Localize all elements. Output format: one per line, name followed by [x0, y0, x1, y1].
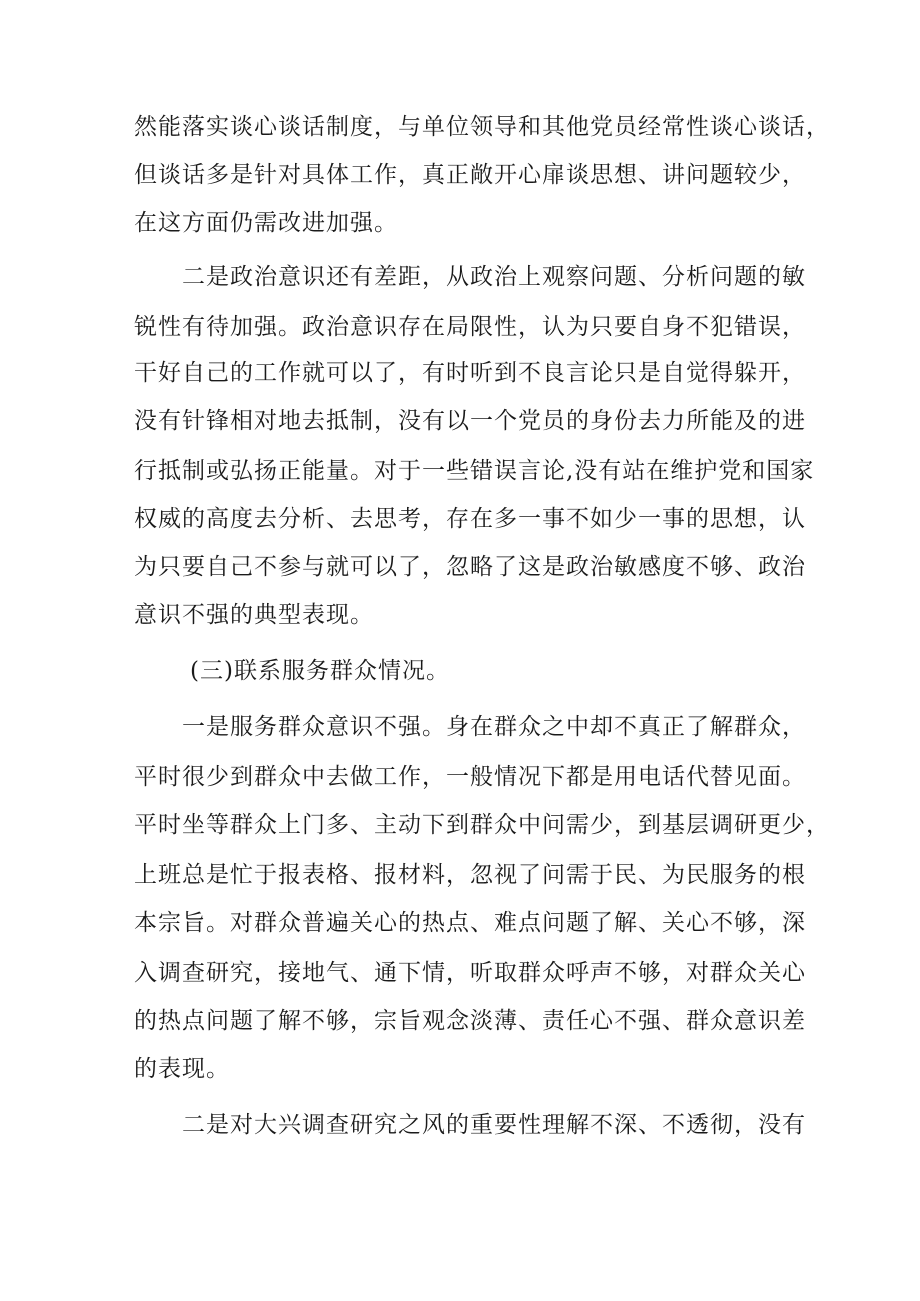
text-line: 为只要自己不参与就可以了，忽略了这是政治敏感度不够、政治	[134, 554, 806, 580]
text-line: 平时很少到群众中去做工作，一般情况下都是用电话代替见面。	[134, 764, 806, 790]
text-line: 上班总是忙于报表格、报材料，忽视了问需于民、为民服务的根	[134, 862, 806, 888]
text-line: 然能落实谈心谈话制度，与单位领导和其他党员经常性谈心谈话，	[134, 114, 830, 140]
text-line: 的表现。	[134, 1056, 230, 1082]
text-line: 平时坐等群众上门多、主动下到群众中问需少，到基层调研更少，	[134, 812, 830, 838]
text-line: 一是服务群众意识不强。身在群众之中却不真正了解群众，	[182, 714, 806, 740]
text-line: 本宗旨。对群众普遍关心的热点、难点问题了解、关心不够，深	[134, 910, 806, 936]
section-title: (三)联系服务群众情况。	[190, 658, 450, 684]
text-line: 入调查研究，接地气、通下情，听取群众呼声不够，对群众关心	[134, 960, 806, 986]
text-line: 锐性有待加强。政治意识存在局限性，认为只要自身不犯错误，	[134, 314, 806, 340]
text-line: 的热点问题了解不够，宗旨观念淡薄、责任心不强、群众意识差	[134, 1008, 806, 1034]
text-line: 没有针锋相对地去抵制，没有以一个党员的身份去力所能及的进	[134, 408, 806, 434]
text-line: 但谈话多是针对具体工作，真正敞开心扉谈思想、讲问题较少，	[134, 162, 806, 188]
text-line: 在这方面仍需改进加强。	[134, 210, 398, 236]
text-line: 二是政治意识还有差距，从政治上观察问题、分析问题的敏	[182, 264, 806, 290]
text-line: 权威的高度去分析、去思考，存在多一事不如少一事的思想，认	[134, 506, 806, 532]
text-line: 行抵制或弘扬正能量。对于一些错误言论,没有站在维护党和国家	[134, 458, 815, 484]
text-line: 意识不强的典型表现。	[134, 602, 374, 628]
text-line: 二是对大兴调查研究之风的重要性理解不深、不透彻，没有	[182, 1112, 806, 1138]
text-line: 干好自己的工作就可以了，有时听到不良言论只是自觉得躲开，	[134, 360, 806, 386]
